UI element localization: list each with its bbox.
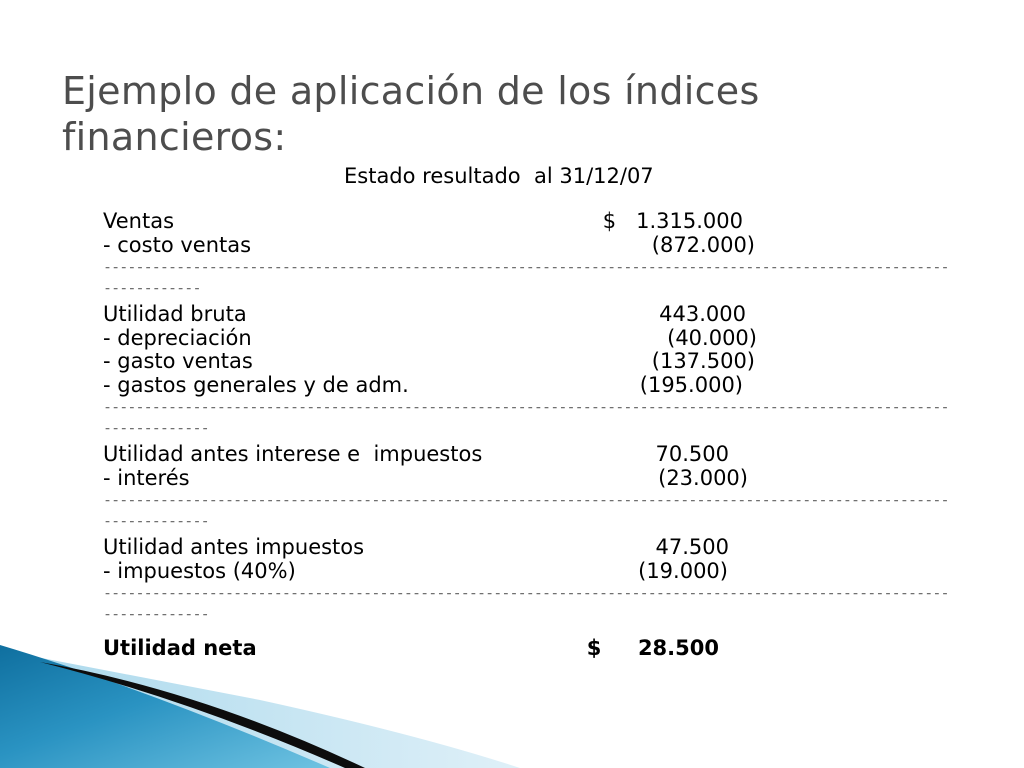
row-label: Utilidad neta [103, 636, 257, 660]
separator-dashes: -------------------------------------------------------------------------------------------------------- [103, 587, 949, 599]
row-amount: $ 1.315.000 [602, 209, 743, 233]
row-amount: (137.500) [651, 349, 755, 373]
separator-dashes: ------------- [103, 422, 209, 434]
row-amount: (40.000) [667, 325, 757, 350]
separator-dashes: -------------------------------------------------------------------------------------------------------- [103, 494, 949, 506]
row-label: - interés [103, 465, 190, 490]
separator-dashes: -------------------------------------------------------------------------------------------------------- [103, 401, 949, 413]
separator-dashes: ------------- [103, 608, 209, 620]
row-label: Utilidad antes interese e impuestos [103, 442, 483, 466]
row-amount: $ 28.500 [586, 636, 719, 660]
separator-dashes: -------------------------------------------------------------------------------------------------------- [103, 261, 949, 273]
separator-dashes: ------------ [103, 282, 201, 294]
row-label: Utilidad antes impuestos [103, 535, 365, 559]
separator-dashes: ------------- [103, 515, 209, 527]
row-amount: (19.000) [638, 558, 728, 583]
row-label: - depreciación [103, 325, 252, 350]
statement-subtitle: Estado resultado al 31/12/07 [344, 164, 654, 188]
row-label: - gasto ventas [103, 349, 253, 373]
row-label: - costo ventas [103, 232, 252, 257]
row-amount: (195.000) [639, 372, 743, 397]
row-label: - impuestos (40%) [103, 558, 296, 583]
row-amount: (23.000) [658, 465, 748, 490]
row-label: Ventas [103, 209, 175, 233]
row-amount: (872.000) [651, 232, 755, 257]
row-amount: 47.500 [655, 535, 729, 559]
row-label: - gastos generales y de adm. [103, 372, 409, 397]
slide-title: Ejemplo de aplicación de los índices financieros: [62, 69, 760, 159]
row-amount: 70.500 [655, 442, 729, 466]
row-label: Utilidad bruta [103, 302, 247, 326]
row-amount: 443.000 [659, 302, 746, 326]
